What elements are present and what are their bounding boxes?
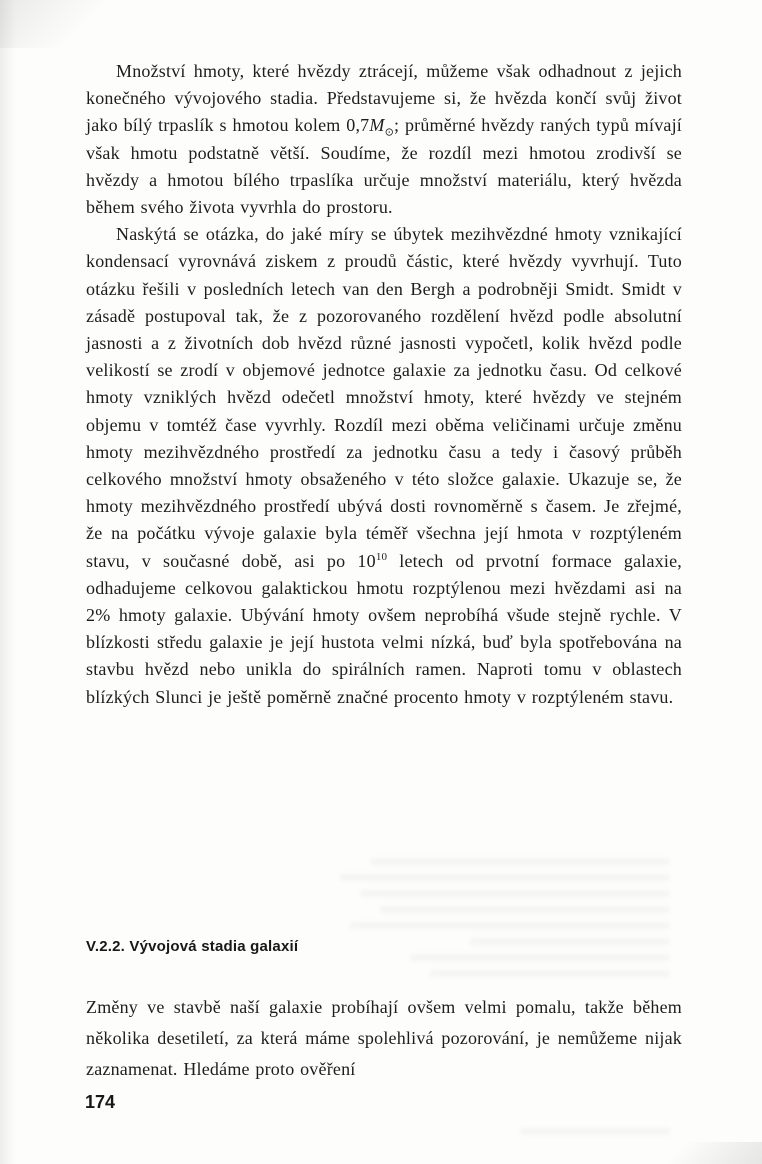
paragraph-2-part-a: Naskýtá se otázka, do jaké míry se úbytek mezihvězdné hmoty vznikající kondensací vyrovnává ziskem z proudů částic, které hvězdy vyvrhují. Tuto otázku řešili v posledních letech van den Bergh a podrobněji Smidt. Smidt v zásadě postupoval tak, že z pozorovaného rozdělení hvězd podle absolutní jasnosti a z životních dob hvězd různé jasnosti vypočetl, kolik hvězd podle velikostí se zrodí v objemové jednotce galaxie za jednotku času. Od celkové hmoty vzniklých hvězd odečetl množství hmoty, které hvězdy ve stejném objemu v tomtéž čase vyvrhly. Rozdíl mezi oběma veličinami určuje změnu hmoty mezihvězdného prostředí za jednotku času a tedy i časový průběh celkového množství hmoty obsaženého v této složce galaxie. Ukazuje se, že hmoty mezihvězdného prostředí ubývá dosti rovnoměrně s časem. Je zřejmé, že na počátku vývoje galaxie byla téměř všechna její hmota v rozptýleném stavu, v současné době, asi po: [86, 224, 682, 571]
bleed-through-mark: [410, 954, 670, 961]
scan-shading-topleft: [0, 0, 110, 48]
paragraph-2-part-b: letech od prvotní formace galaxie, odhadujeme celkovou galaktickou hmotu rozptýlenou mezi hvězdami asi na 2% hmoty galaxie. Ubývání hmoty ovšem neprobíhá všude stejně rychle. V blízkosti středu galaxie je její hustota velmi nízká, buď byla spotřebována na stavbu hvězd nebo unikla do spirálních ramen. Naproti tomu v oblastech blízkých Slunci je ještě poměrně značné procento hmoty v rozptýleném stavu.: [86, 550, 682, 707]
section-heading: V.2.2. Vývojová stadia galaxií: [86, 938, 299, 955]
bleed-through-mark: [360, 890, 670, 897]
paragraph-1-part-b: ; průměrné hvězdy raných typů mívají však hmotu podstatně větší. Soudíme, že rozdíl mezi hmotou zrodivší se hvězdy a hmotou bílého trpaslíka určuje množství materiálu, který hvězda během svého života vyvrhla do prostoru.: [86, 115, 682, 218]
bleed-through-mark: [350, 922, 670, 929]
bleed-through-mark: [370, 858, 670, 865]
bleed-through-mark: [380, 906, 670, 913]
page-number: 174: [85, 1092, 116, 1112]
scan-shading-left-edge: [0, 0, 16, 1164]
power-of-ten-exponent: 10: [375, 550, 388, 563]
paragraph-1: [86, 58, 682, 221]
solar-mass-symbol: M: [369, 115, 385, 136]
bleed-through-mark: [430, 970, 670, 977]
scan-shading-bottomright: [652, 1142, 762, 1164]
paragraph-1-part-a: Množství hmoty, které hvězdy ztrácejí, můžeme však odhadnout z jejich konečného vývojového stadia. Představujeme si, že hvězda končí svůj život jako bílý trpaslík s hmotou kolem 0,7: [86, 61, 682, 136]
paragraph-3: Změny ve stavbě naší galaxie probíhají ovšem velmi pomalu, takže během několika desetiletí, za která máme spolehlivá pozorování, je nemůžeme nijak zaznamenat. Hledáme proto ověření: [86, 997, 682, 1079]
bleed-through-mark: [520, 1128, 670, 1135]
bleed-through-mark: [470, 938, 670, 945]
paragraph-2: [86, 221, 682, 711]
power-of-ten-base: 10: [357, 550, 376, 571]
solar-mass-subscript: ⊙: [384, 127, 394, 139]
main-text-column: [86, 58, 682, 711]
bleed-through-mark: [340, 874, 670, 881]
